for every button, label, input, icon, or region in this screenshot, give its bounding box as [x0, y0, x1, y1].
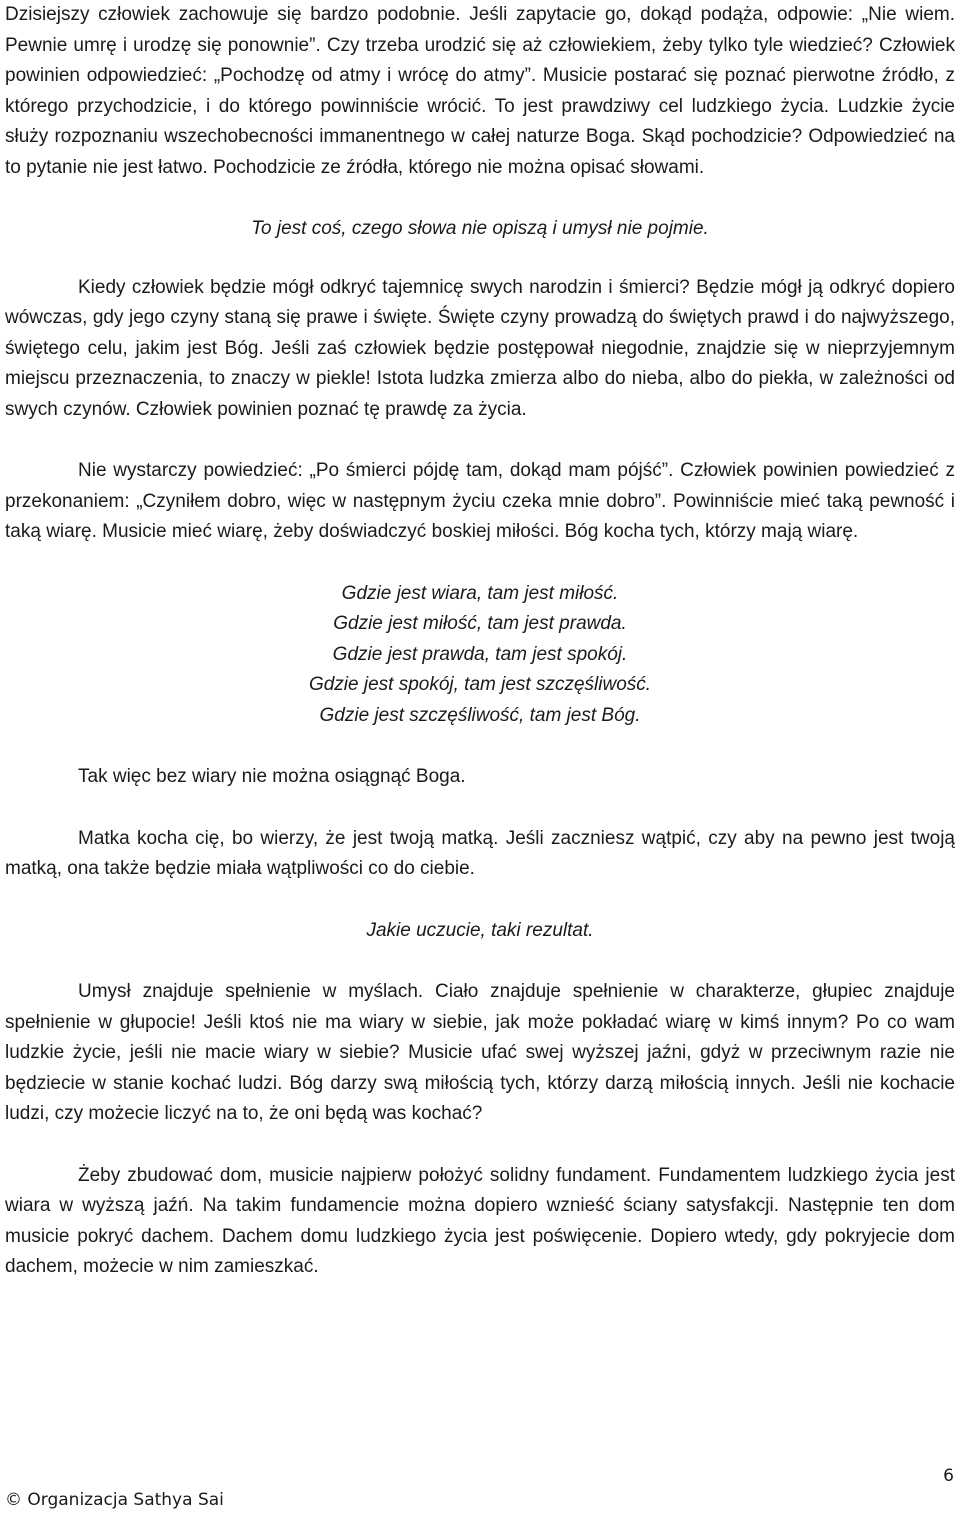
poem-line: Gdzie jest prawda, tam jest spokój.: [332, 643, 628, 665]
poem-line: Gdzie jest szczęśliwość, tam jest Bóg.: [319, 704, 641, 726]
paragraph-7: Żeby zbudować dom, musicie najpierw położyć solidny fundament. Fundamentem ludzkiego życia jest wiara w wyższą jaźń. Na takim fundamencie można dopiero wznieść ściany satysfakcji. Następnie ten dom musicie pokryć dachem. Dachem domu ludzkiego życia jest poświęcenie. Dopiero wtedy, gdy pokryjecie dom dachem, możecie w nim zamieszkać.: [5, 1164, 955, 1277]
copyright-footer: © Organizacja Sathya Sai: [5, 1490, 224, 1510]
document-page: [5, 0, 955, 1283]
paragraph-3: Nie wystarczy powiedzieć: „Po śmierci pójdę tam, dokąd mam pójść”. Człowiek powinien powiedzieć z przekonaniem: „Czyniłem dobro, więc w następnym życiu czeka mnie dobro”. Powinniście mieć taką pewność i taką wiarę. Musicie mieć wiarę, żeby doświadczyć boskiej miłości. Bóg kocha tych, którzy mają wiarę.: [5, 460, 955, 542]
page-number: 6: [943, 1466, 954, 1486]
paragraph-4: Tak więc bez wiary nie można osiągnąć Boga.: [78, 766, 466, 787]
poem: [5, 579, 955, 732]
poem-line: Gdzie jest wiara, tam jest miłość.: [341, 582, 619, 604]
poem-line: Gdzie jest spokój, tam jest szczęśliwość.: [308, 674, 652, 695]
paragraph-2: Kiedy człowiek będzie mógł odkryć tajemnicę swych narodzin i śmierci? Będzie mógł ją odkryć dopiero wówczas, gdy jego czyny staną się prawe i święte. Święte czyny prowadzą do świętych prawd i do najwyższego, świętego celu, jakim jest Bóg. Jeśli zaś człowiek będzie postępował niegodnie, znajdzie się w nieprzyjemnym miejscu przeznaczenia, to znaczy w piekle! Istota ludzka zmierza albo do nieba, albo do piekła, w zależności od swych czynów. Człowiek powinien poznać tę prawdę za życia.: [5, 276, 955, 420]
paragraph-6: Umysł znajduje spełnienie w myślach. Ciało znajduje spełnienie w charakterze, głupiec znajduje spełnienie w głupocie! Jeśli ktoś nie ma wiary w siebie, jak może pokładać wiarę w kimś innym? Po co wam ludzkie życie, jeśli nie macie wiary w siebie? Musicie ufać swej wyższej jaźni, gdyż w przeciwnym razie nie będziecie w stanie kochać ludzi. Bóg darzy swą miłością tych, którzy darzą miłością innych. Jeśli nie kochacie ludzi, czy możecie liczyć na to, że oni będą was kochać?: [5, 981, 955, 1124]
paragraph-1: Dzisiejszy człowiek zachowuje się bardzo podobnie. Jeśli zapytacie go, dokąd podąża, odpowie: „Nie wiem. Pewnie umrę i urodzę się ponownie”. Czy trzeba urodzić się aż człowiekiem, żeby tylko tyle wiedzieć? Człowiek powinien odpowiedzieć: „Pochodzę od atmy i wrócę do atmy”. Musicie postarać się poznać pierwotne źródło, z którego przychodzicie, i do którego powinniście wrócić. To jest prawdziwy cel ludzkiego życia. Ludzkie życie służy rozpoznaniu wszechobecności immanentnego w całej naturze Boga. Skąd pochodzicie? Odpowiedzieć na to pytanie nie jest łatwo. Pochodzicie ze źródła, którego nie można opisać słowami.: [5, 4, 955, 178]
paragraph-5: Matka kocha cię, bo wierzy, że jest twoją matką. Jeśli zaczniesz wątpić, czy aby na pewno jest twoją matką, ona także będzie miała wątpliwości co do ciebie.: [5, 827, 955, 879]
quote-2: Jakie uczucie, taki rezultat.: [366, 919, 594, 941]
quote-1: To jest coś, czego słowa nie opiszą i umysł nie pojmie.: [251, 218, 709, 239]
poem-line: Gdzie jest miłość, tam jest prawda.: [333, 613, 627, 634]
